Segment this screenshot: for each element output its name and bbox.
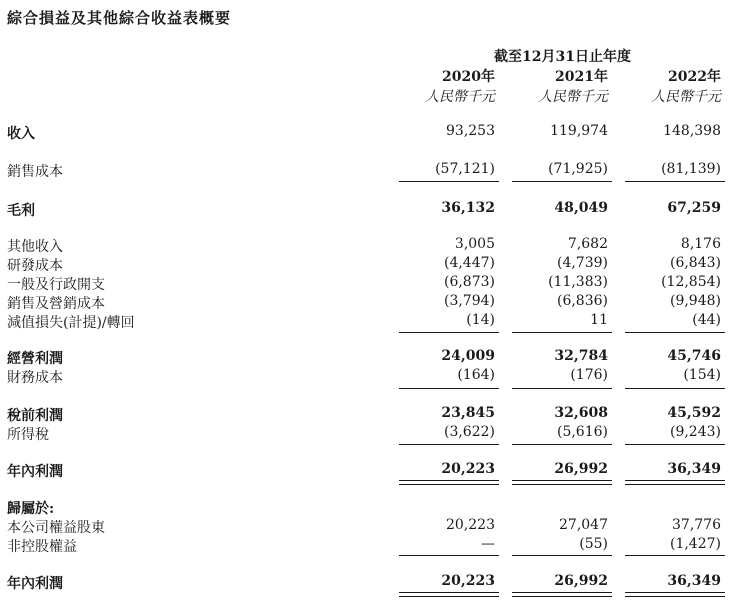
row-value-2022: 67,259 [667,200,721,216]
row-value-2022: 37,776 [672,517,721,533]
year-header-2022: 2022年 [668,69,721,85]
row-label: 所得稅 [7,427,49,443]
row-value-2020: (4,447) [443,255,495,271]
row-value-2022: (1,427) [669,536,721,552]
row-label: 非控股權益 [7,539,77,555]
row-label: 其他收入 [7,239,63,255]
row-value-2020: 93,253 [446,123,495,139]
currency-unit-2022: 人民幣千元 [651,89,721,105]
row-label: 減值損失(計提)/轉回 [7,315,135,331]
row-label: 研發成本 [7,258,63,274]
row-label: 財務成本 [7,370,63,386]
row-label: 一般及行政開支 [7,277,105,293]
row-value-2020: (3,622) [443,424,495,440]
row-value-2020: 3,005 [454,236,495,252]
row-value-2021: (4,739) [556,255,608,271]
row-value-2022: (154) [683,367,721,383]
row-label: 本公司權益股東 [7,520,105,536]
currency-unit-2020: 人民幣千元 [425,89,495,105]
row-value-2022: 148,398 [663,123,721,139]
row-label: 銷售及營銷成本 [7,296,105,312]
row-value-2020: (57,121) [435,161,495,177]
row-label: 年內利潤 [7,576,63,592]
row-value-2021: 32,608 [554,405,608,421]
statement-title: 綜合損益及其他綜合收益表概要 [7,9,232,27]
row-value-2020: (3,794) [443,293,495,309]
currency-unit-2021: 人民幣千元 [538,89,608,105]
row-value-2022: (81,139) [661,161,721,177]
row-value-2021: (11,383) [548,274,608,290]
row-value-2020: — [481,536,495,552]
row-value-2020: 20,223 [441,573,495,589]
row-value-2020: 20,223 [446,517,495,533]
row-value-2021: 32,784 [554,348,608,364]
row-value-2021: 26,992 [554,573,608,589]
row-label: 歸屬於: [7,501,55,517]
row-value-2022: 36,349 [667,573,721,589]
row-value-2021: 48,049 [554,200,608,216]
row-value-2022: (6,843) [669,255,721,271]
row-value-2021: (55) [579,536,608,552]
row-value-2022: 8,176 [680,236,721,252]
row-value-2021: 27,047 [559,517,608,533]
row-value-2022: (9,243) [669,424,721,440]
row-value-2021: (5,616) [556,424,608,440]
row-value-2022: (12,854) [661,274,721,290]
row-value-2021: (6,836) [556,293,608,309]
row-label: 毛利 [7,203,35,219]
row-value-2022: 45,592 [667,405,721,421]
row-value-2021: 7,682 [567,236,608,252]
year-header-2021: 2021年 [555,69,608,85]
row-value-2021: (71,925) [548,161,608,177]
row-label: 稅前利潤 [7,408,63,424]
row-value-2020: 24,009 [441,348,495,364]
row-value-2020: (6,873) [443,274,495,290]
row-label: 收入 [7,126,35,142]
row-value-2022: (9,948) [669,293,721,309]
row-label: 經營利潤 [7,351,63,367]
row-value-2022: (44) [692,312,721,328]
row-value-2020: 36,132 [441,200,495,216]
row-value-2022: 45,746 [667,348,721,364]
row-value-2020: 23,845 [441,405,495,421]
row-value-2022: 36,349 [667,461,721,477]
row-label: 銷售成本 [7,164,63,180]
row-value-2021: 119,974 [550,123,608,139]
period-header: 截至12月31日止年度 [494,49,631,65]
row-value-2020: 20,223 [441,461,495,477]
row-value-2020: (14) [466,312,495,328]
row-value-2021: 26,992 [554,461,608,477]
row-value-2021: (176) [570,367,608,383]
row-label: 年內利潤 [7,464,63,480]
row-value-2021: 11 [590,312,608,328]
year-header-2020: 2020年 [442,69,495,85]
row-value-2020: (164) [457,367,495,383]
